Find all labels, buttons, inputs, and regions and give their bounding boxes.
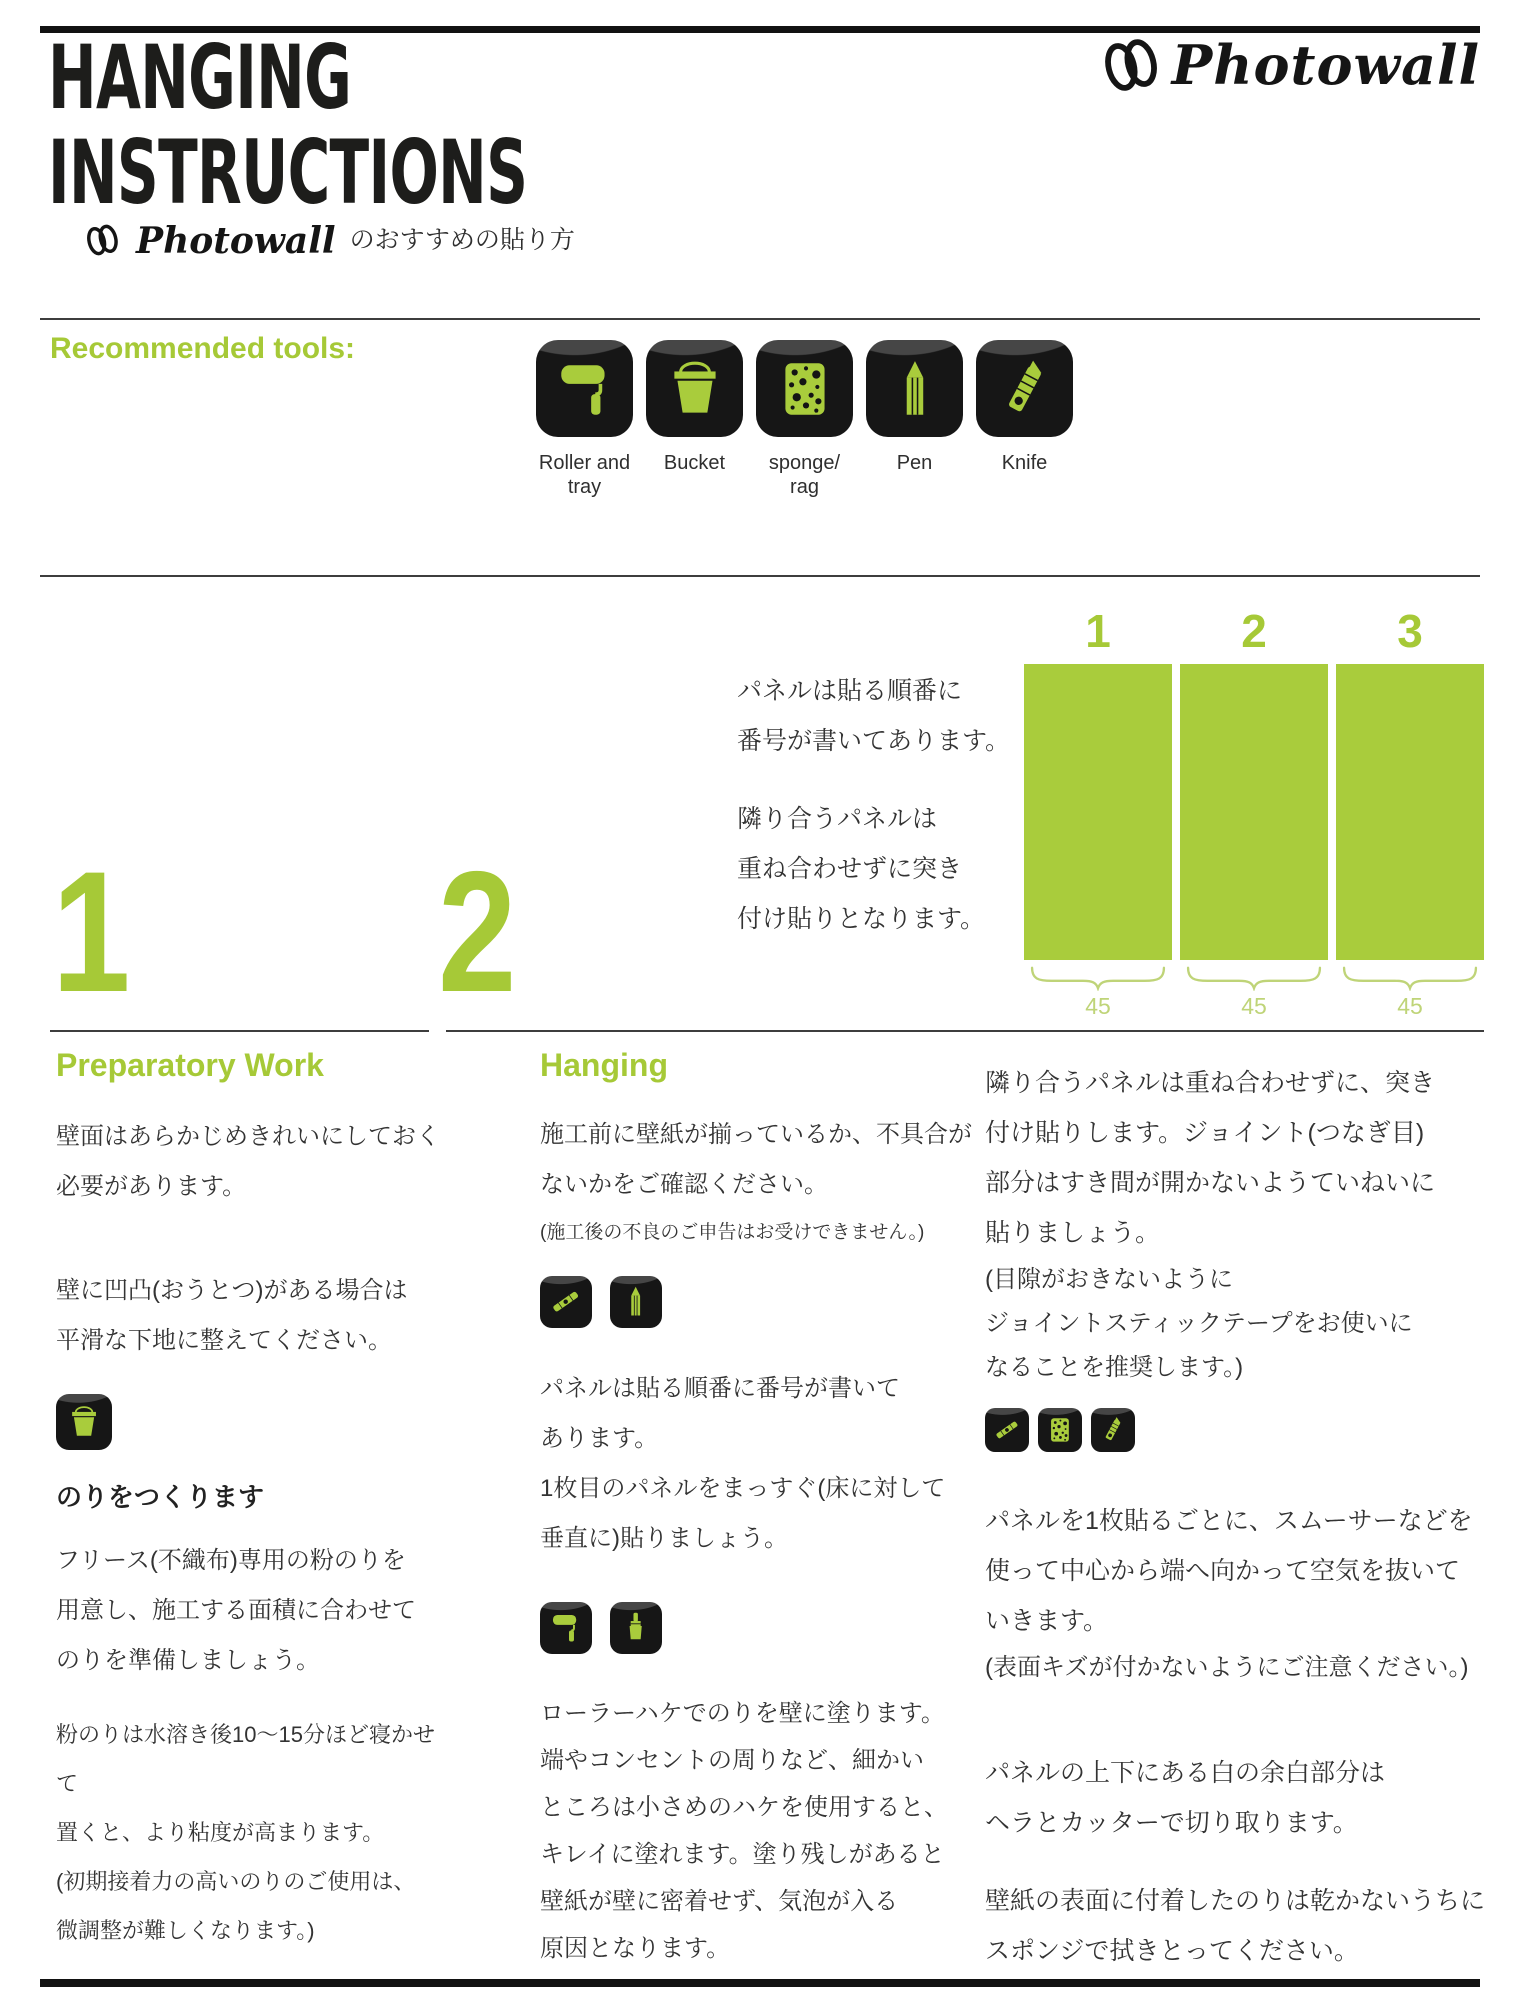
paragraph: 粉のりは水溶き後10〜15分ほど寝かせて 置くと、より粘度が高まります。 (初期接着力の高いのりのご使用は、 微調整が難しくなります。) <box>56 1722 435 1943</box>
subtitle-text: のおすすめの貼り方 <box>349 226 575 254</box>
panel-2 <box>1180 605 1328 1020</box>
brand-logo <box>1100 33 1480 97</box>
page-title-line2: INSTRUCTIONS <box>48 121 528 224</box>
tool-tile <box>976 340 1073 437</box>
divider <box>40 318 1480 320</box>
brush-icon <box>618 1610 653 1645</box>
tool-label: sponge/ rag <box>768 452 841 498</box>
tool-pen <box>866 340 963 499</box>
paragraph-note: (施工後の不良のご申告はお受けできません。) <box>540 1222 925 1243</box>
paragraph: 壁に凹凸(おうとつ)がある場合は 平滑な下地に整えてください。 <box>56 1277 408 1354</box>
section-heading: Hanging <box>540 1047 668 1083</box>
panel-width-label: 45 <box>1397 993 1423 1019</box>
panel-number: 1 <box>1085 605 1111 657</box>
knife-icon <box>1098 1415 1128 1445</box>
tool-tile <box>56 1394 112 1450</box>
paragraph: 壁紙の表面に付着したのりは乾かないうちに スポンジで拭きとってください。 <box>985 1887 1486 1965</box>
photowall-mark-icon <box>1100 36 1164 94</box>
panel-1 <box>1024 605 1172 1020</box>
step2-number: 2 <box>438 836 517 1028</box>
tool-roller-tray <box>536 340 633 499</box>
tool-knife <box>976 340 1073 499</box>
icon-row <box>985 1408 1487 1452</box>
paragraph: フリース(不織布)専用の粉のりを 用意し、施工する面積に合わせて のりを準備しましょう。 <box>56 1547 416 1674</box>
sponge-icon <box>772 356 838 422</box>
width-brace-icon <box>1180 965 1328 991</box>
paragraph: パネルは貼る順番に番号が書いて あります。 1枚目のパネルをまっすぐ(床に対して 垂直に)貼りましょう。 <box>540 1375 946 1552</box>
page-title-line1: HANGING <box>48 26 352 129</box>
icon-row <box>540 1276 1000 1328</box>
bucket-icon <box>662 356 728 422</box>
panel-3 <box>1336 605 1484 1020</box>
tool-tile <box>1091 1408 1135 1452</box>
section-hanging <box>540 1046 1000 1972</box>
step1-number: 1 <box>52 836 131 1028</box>
width-brace-icon <box>1336 965 1484 991</box>
panel-rect <box>1180 664 1328 960</box>
panel-number: 2 <box>1241 605 1267 657</box>
section-heading: Preparatory Work <box>56 1047 324 1083</box>
tool-tile <box>540 1276 592 1328</box>
panel-width-label: 45 <box>1241 993 1267 1019</box>
bucket-icon <box>65 1403 103 1441</box>
tool-tile <box>1038 1408 1082 1452</box>
section-hanging-continued <box>985 1058 1487 1976</box>
paragraph: 施工前に壁紙が揃っているか、不具合が ないかをご確認ください。 <box>540 1121 972 1198</box>
photowall-mark-icon <box>84 223 122 257</box>
caption-block2: 隣り合うパネルは 重ね合わせずに突き 付け貼りとなります。 <box>737 805 986 933</box>
tool-tile <box>610 1602 662 1654</box>
level-icon <box>548 1284 583 1319</box>
bottom-rule <box>40 1979 1480 1987</box>
knife-icon <box>992 356 1058 422</box>
caption-block1: パネルは貼る順番に 番号が書いてあります。 <box>737 677 1011 755</box>
paragraph-note: (表面キズが付かないようにご注意ください。) <box>985 1654 1469 1681</box>
panel-diagram <box>1024 605 1484 1020</box>
tools-row <box>536 340 1073 499</box>
pencil-icon <box>618 1284 653 1319</box>
subtitle-brand-text: Photowall <box>136 220 336 262</box>
divider <box>50 1030 429 1032</box>
tool-tile <box>610 1276 662 1328</box>
panel-width-label: 45 <box>1085 993 1111 1019</box>
brand-logo-text: Photowall <box>1171 33 1480 97</box>
page-title <box>48 26 528 224</box>
width-brace-icon <box>1024 965 1172 991</box>
roller-icon <box>548 1610 583 1645</box>
tool-tile <box>646 340 743 437</box>
tool-sponge-rag <box>756 340 853 499</box>
tool-label: Roller and tray <box>538 452 631 498</box>
roller-tray-icon <box>552 356 618 422</box>
icon-row <box>540 1602 1000 1654</box>
tool-bucket <box>646 340 743 499</box>
paragraph: 壁面はあらかじめきれいにしておく 必要があります。 <box>56 1123 440 1200</box>
level-icon <box>992 1415 1022 1445</box>
tools-heading: Recommended tools: <box>50 332 356 365</box>
paragraph: 隣り合うパネルは重ね合わせずに、突き 付け貼りします。ジョイント(つなぎ目) 部分はすき間が開かないようていねいに 貼りましょう。 <box>985 1069 1436 1247</box>
pencil-icon <box>882 356 948 422</box>
divider <box>40 575 1480 577</box>
panel-rect <box>1336 664 1484 960</box>
tool-label: Pen <box>896 452 933 474</box>
tool-label: Bucket <box>663 452 726 474</box>
subtitle <box>84 220 575 262</box>
paragraph: パネルの上下にある白の余白部分は ヘラとカッターで切り取ります。 <box>985 1759 1386 1837</box>
paragraph: パネルを1枚貼るごとに、スムーサーなどを 使って中心から端へ向かって空気を抜いて いきます。 <box>985 1507 1473 1635</box>
tool-tile <box>756 340 853 437</box>
sponge-icon <box>1045 1415 1075 1445</box>
tool-tile <box>536 340 633 437</box>
panel-number: 3 <box>1397 605 1423 657</box>
glue-subheading: のりをつくります <box>56 1482 265 1512</box>
paragraph: ローラーハケでのりを壁に塗ります。 端やコンセントの周りなど、細かい ところは小さめのハケを使用すると、 キレイに塗れます。塗り残しがあると 壁紙が壁に密着せず、気泡が入る 原因となります。 <box>540 1700 948 1962</box>
tool-tile <box>540 1602 592 1654</box>
paragraph-note: (目隙がおきないように ジョイントスティックテープをお使いに なることを推奨します。) <box>985 1266 1413 1381</box>
divider <box>446 1030 1484 1032</box>
tool-tile <box>985 1408 1029 1452</box>
tool-label: Knife <box>1001 452 1048 474</box>
tool-tile <box>866 340 963 437</box>
panel-diagram-caption <box>737 666 1010 944</box>
panel-rect <box>1024 664 1172 960</box>
section-preparatory-work <box>56 1046 442 1955</box>
